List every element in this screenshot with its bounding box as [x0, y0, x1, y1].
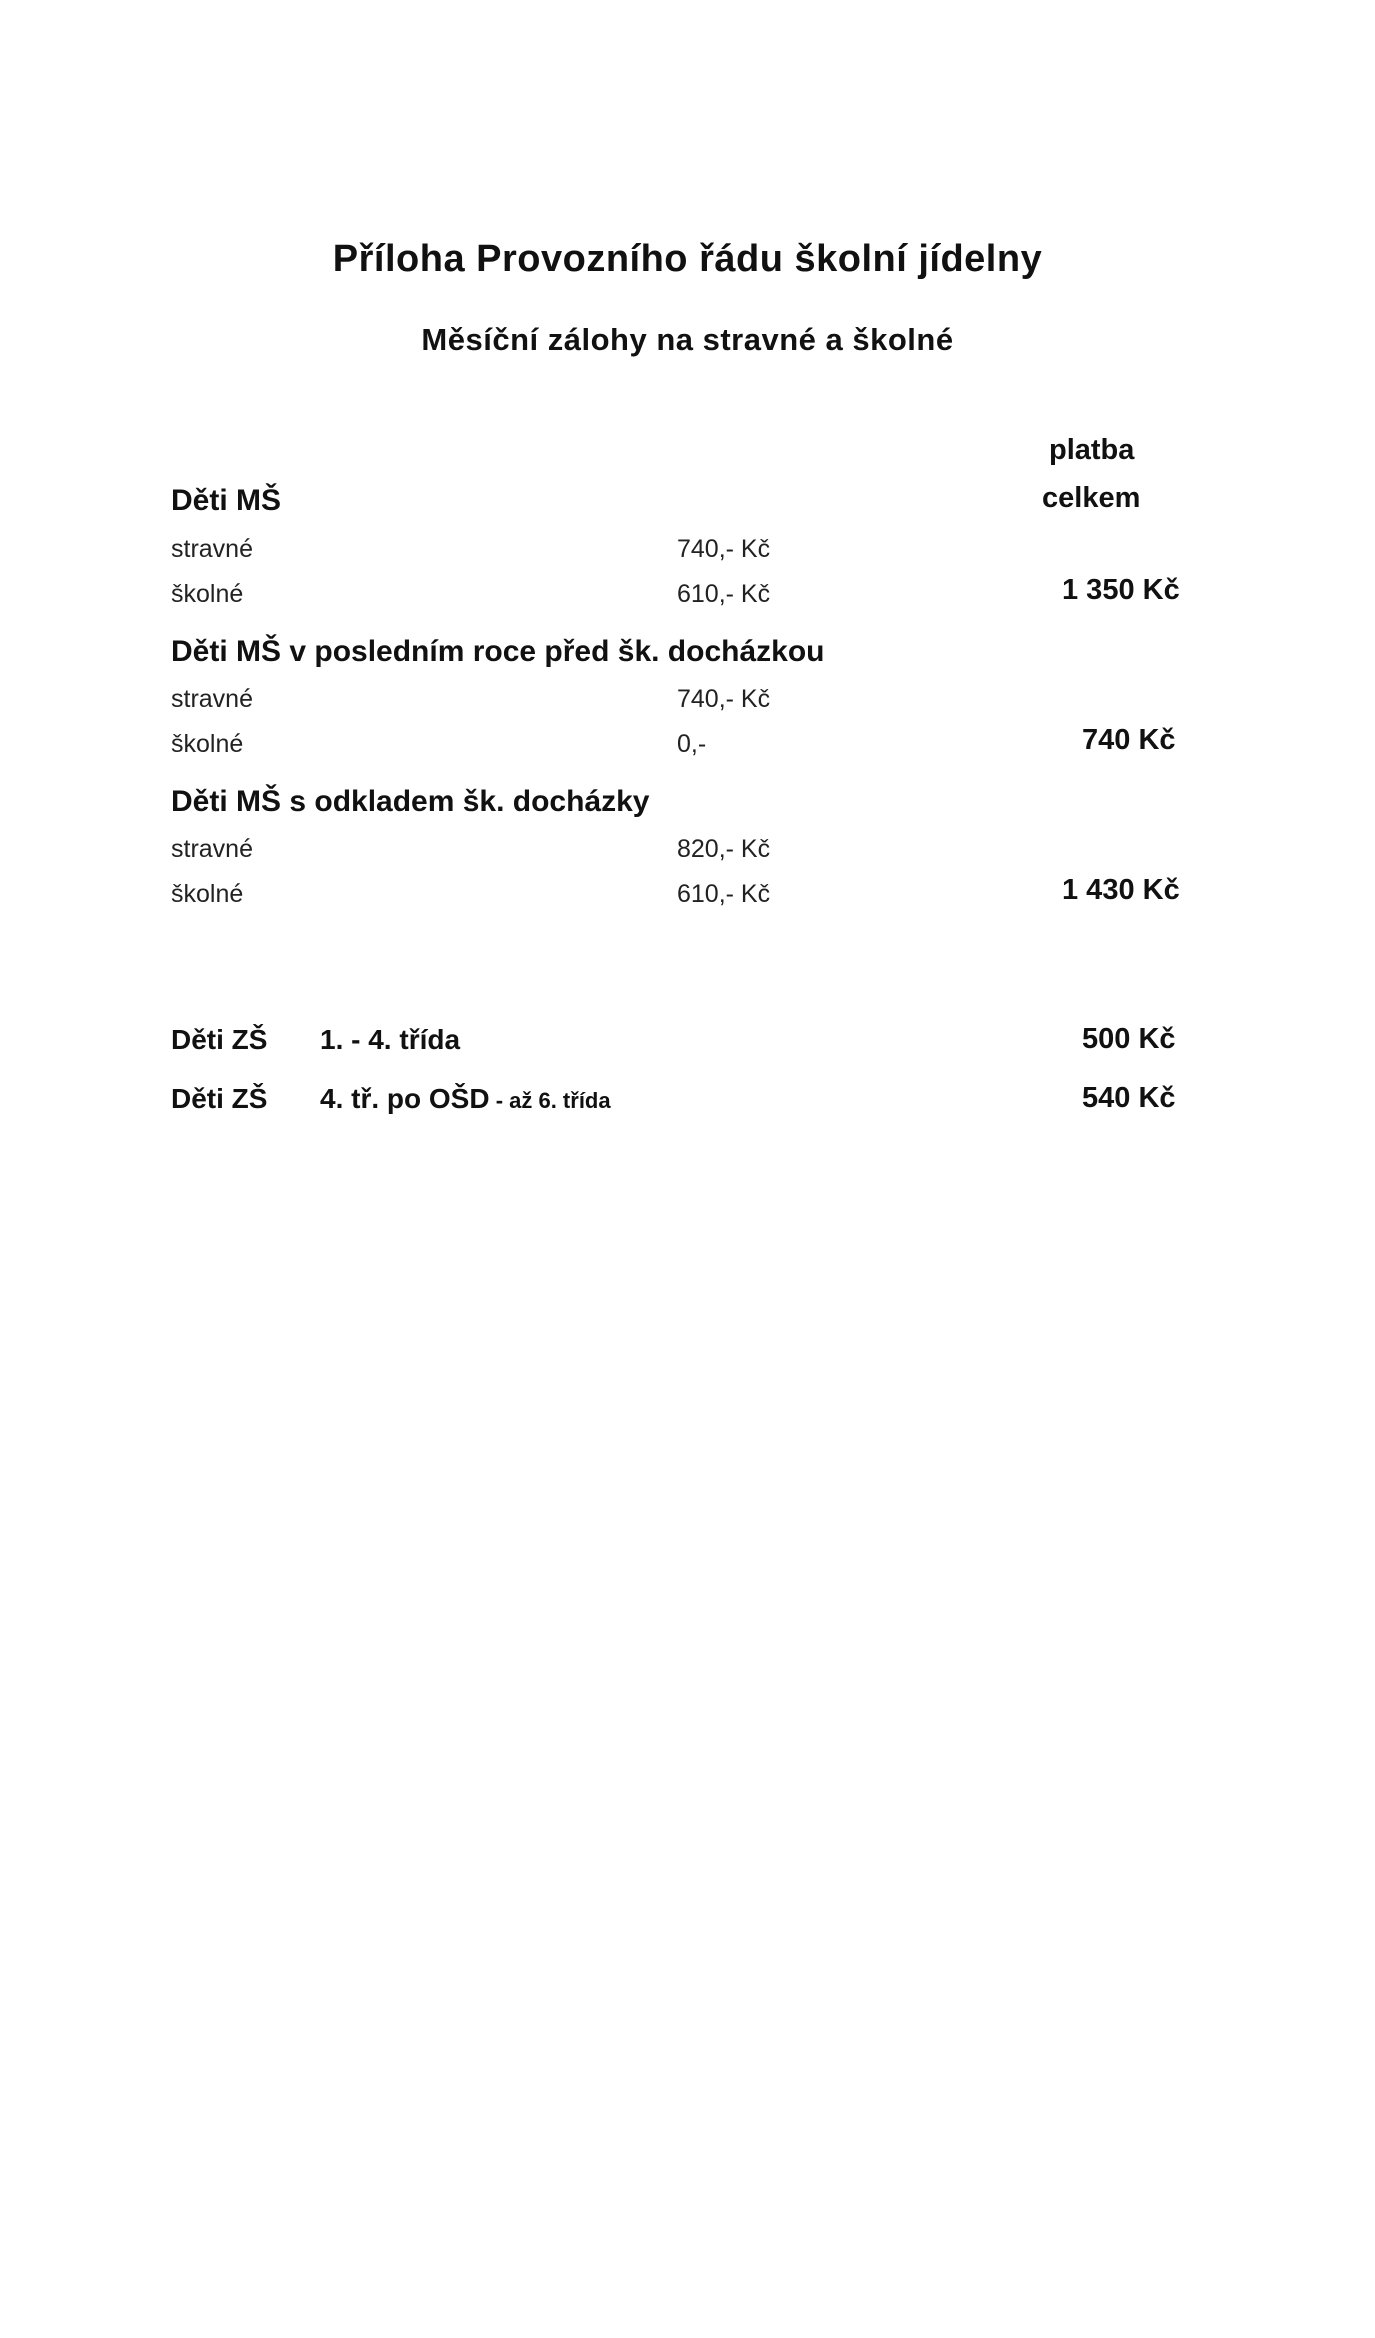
- row-label: školné: [171, 880, 244, 908]
- document-subtitle: Měsíční zálohy na stravné a školné: [421, 322, 954, 357]
- row-amount: 740,- Kč: [677, 535, 771, 563]
- zs-grade: [320, 1024, 460, 1056]
- row-label: školné: [171, 730, 244, 758]
- section-total: 1 350 Kč: [1062, 574, 1180, 606]
- section-heading: Děti MŠ v posledním roce před šk. docházkou: [171, 635, 825, 668]
- row-label: stravné: [171, 685, 253, 713]
- zs-total: 540 Kč: [1082, 1082, 1176, 1114]
- row-amount: 820,- Kč: [677, 835, 771, 863]
- zs-grade-text: 1. - 4. třída: [320, 1024, 461, 1055]
- zs-label: Děti ZŠ: [171, 1024, 268, 1055]
- row-amount: 610,- Kč: [677, 880, 771, 908]
- zs-grade: [320, 1083, 611, 1115]
- row-amount: 0,-: [677, 730, 707, 758]
- row-label: stravné: [171, 835, 253, 863]
- row-label: stravné: [171, 535, 253, 563]
- zs-grade-suffix: - až 6. třída: [489, 1088, 611, 1113]
- section-total: 1 430 Kč: [1062, 874, 1180, 906]
- total-header-line1: platba: [1049, 434, 1135, 466]
- zs-grade-text: 4. tř. po OŠD: [320, 1083, 490, 1114]
- row-amount: 740,- Kč: [677, 685, 771, 713]
- section-heading: Děti MŠ s odkladem šk. docházky: [171, 785, 650, 818]
- row-label: školné: [171, 580, 244, 608]
- total-header-line2: celkem: [1042, 482, 1141, 514]
- zs-total: 500 Kč: [1082, 1023, 1176, 1055]
- section-heading: Děti MŠ: [171, 484, 282, 517]
- zs-label: Děti ZŠ: [171, 1083, 268, 1114]
- section-total: 740 Kč: [1082, 724, 1176, 756]
- document-title: Příloha Provozního řádu školní jídelny: [332, 238, 1043, 280]
- row-amount: 610,- Kč: [677, 580, 771, 608]
